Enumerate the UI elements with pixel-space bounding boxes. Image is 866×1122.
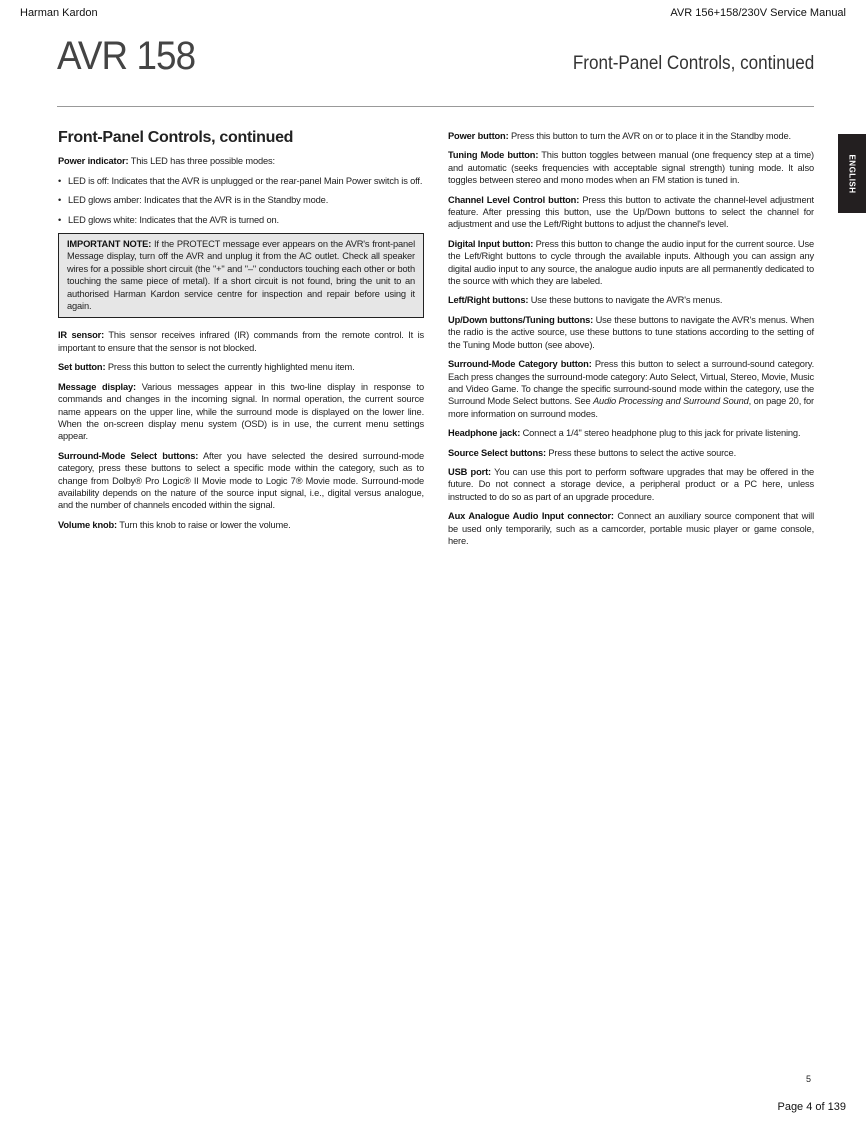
- set-button-paragraph: [58, 361, 424, 373]
- paragraph-text-after: , on page 20, for more information on surround modes.: [448, 396, 815, 419]
- column-title: Front-Panel Controls, continued: [58, 129, 294, 146]
- digital-input-paragraph: [448, 238, 814, 288]
- paragraph-term: Source Select buttons:: [448, 447, 546, 458]
- header-rule: [57, 106, 814, 107]
- paragraph-term: Aux Analogue Audio Input connector:: [448, 511, 614, 522]
- paragraph-text: Press this button to turn the AVR on or to place it in the Standby mode.: [508, 131, 791, 141]
- right-column: [448, 130, 814, 554]
- page-number: 5: [806, 1074, 812, 1084]
- paragraph-term: Message display:: [58, 381, 136, 392]
- header-brand: Harman Kardon: [20, 7, 98, 19]
- tuning-mode-paragraph: [448, 149, 814, 186]
- paragraph-term: Power indicator:: [58, 156, 129, 167]
- channel-level-paragraph: [448, 194, 814, 231]
- paragraph-term: Left/Right buttons:: [448, 295, 529, 306]
- paragraph-text: Press this button to activate the channel-level adjustment feature. After pressing this button, use the Up/Down buttons to select the channel for adjustment and use the Left/Right buttons to adjust the channel's level.: [448, 194, 814, 230]
- source-select-paragraph: [448, 447, 814, 459]
- paragraph-term: Power button:: [448, 131, 509, 141]
- paragraph-text: Use these buttons to navigate the AVR's menus.: [528, 295, 723, 306]
- led-mode-list: [58, 175, 424, 226]
- important-note-box: [58, 233, 424, 318]
- power-indicator-paragraph: [58, 155, 424, 167]
- paragraph-text: Use these buttons to navigate the AVR's menus. When the radio is the active source, use these buttons to tune stations according to the setting of the Tuning Mode button (see above).: [448, 314, 815, 350]
- paragraph-term: Up/Down buttons/Tuning buttons:: [448, 314, 594, 325]
- note-term: IMPORTANT NOTE:: [67, 239, 152, 250]
- paragraph-text: Connect a 1/4" stereo headphone plug to this jack for private listening.: [520, 428, 801, 439]
- paragraph-text: Connect an auxiliary source component that will be used only temporarily, such as a camcorder, portable music player or game console, here.: [448, 511, 814, 546]
- list-item: • LED glows white: Indicates that the AVR is turned on.: [58, 214, 424, 226]
- paragraph-text: Press these buttons to select the active source.: [545, 447, 737, 458]
- paragraph-term: Channel Level Control button:: [448, 194, 580, 205]
- paragraph-text: This LED has three possible modes:: [128, 156, 275, 167]
- message-display-paragraph: [58, 381, 424, 443]
- paragraph-text: This sensor receives infrared (IR) commands from the remote control. It is important to ensure that the sensor is not blocked.: [58, 330, 424, 353]
- left-right-buttons-paragraph: [448, 294, 814, 306]
- paragraph-text: Various messages appear in this two-line display in response to commands and changes in the incoming signal. In normal operation, the current source name appears on the upper line, while the surround mode is displayed on the lower line. When the on-screen display menu system (OSD) is in use, the current menu settings appear.: [58, 381, 424, 442]
- paragraph-term: Digital Input button:: [448, 238, 534, 249]
- paragraph-text: After you have selected the desired surround-mode category, press these buttons to select a specific mode within the category, such as to change from Dolby® Pro Logic® II Movie mode to Logic 7® Movie mode. Surround-mode availability depends on the nature of the source input signal, i.e., digital versus analogue, and the number of channels encoded within the signal.: [58, 450, 424, 511]
- paragraph-text: Press this button to select a surround-sound category. Each press changes the surround-mode category: Auto Select, Virtual, Stereo, Movie, Music and Video Game. To change the specific surround-sound mode within the category, use the Surround Mode Select buttons. See: [448, 359, 815, 407]
- up-down-buttons-paragraph: [448, 314, 814, 351]
- section-heading: Front-Panel Controls, continued: [572, 53, 814, 74]
- headphone-jack-paragraph: [448, 427, 814, 439]
- ir-sensor-paragraph: [58, 329, 424, 354]
- paragraph-term: Surround-Mode Category button:: [448, 359, 592, 370]
- power-button-paragraph: [448, 130, 814, 142]
- paragraph-text: You can use this port to perform software upgrades that may be offered in the future. Do not connect a storage device, a peripheral product or a PC here, unless instructed to do so as part of an upgrade procedure.: [448, 466, 814, 502]
- language-tab: [838, 134, 866, 213]
- page-footer: Page 4 of 139: [777, 1101, 846, 1113]
- important-note-text: [67, 238, 415, 312]
- paragraph-term: Surround-Mode Select buttons:: [58, 450, 199, 461]
- usb-port-paragraph: [448, 466, 814, 503]
- cross-reference-title: Audio Processing and Surround Sound: [593, 396, 749, 407]
- left-column: [58, 130, 424, 538]
- paragraph-term: Headphone jack:: [448, 428, 521, 439]
- model-title: AVR 158: [57, 34, 196, 78]
- paragraph-text: Turn this knob to raise or lower the volume.: [116, 519, 291, 530]
- paragraph-term: Volume knob:: [58, 519, 117, 530]
- language-tab-label: ENGLISH: [847, 153, 857, 194]
- header-manual-title: AVR 156+158/230V Service Manual: [670, 7, 846, 19]
- surround-category-paragraph: [448, 358, 814, 420]
- paragraph-term: USB port:: [448, 466, 491, 477]
- paragraph-text: Press this button to select the currently highlighted menu item.: [105, 362, 355, 373]
- surround-mode-select-paragraph: [58, 450, 424, 512]
- note-text: If the PROTECT message ever appears on the AVR's front-panel Message display, turn off the AVR and unplug it from the AC outlet. Check all speaker wires for a possible short circuit (the "+" and "–" conductors touching each other or both touching the same piece of metal). If a short circuit is not found, bring the unit to an authorised Harman Kardon service centre for inspection and repair before using it again.: [67, 239, 415, 312]
- paragraph-term: Tuning Mode button:: [448, 150, 539, 161]
- aux-input-paragraph: [448, 510, 814, 547]
- paragraph-term: IR sensor:: [58, 330, 105, 341]
- list-item: • LED glows amber: Indicates that the AVR is in the Standby mode.: [58, 194, 424, 206]
- list-item: • LED is off: Indicates that the AVR is unplugged or the rear-panel Main Power switch is off.: [58, 175, 424, 187]
- paragraph-text: Press this button to change the audio input for the current source. Use the Left/Right buttons to cycle through the available inputs. Although you can assign any digital audio input to any source, the analogue audio inputs are all permanently dedicated to the source with which they are labeled.: [448, 238, 814, 287]
- volume-knob-paragraph: [58, 519, 424, 531]
- paragraph-text: This button toggles between manual (one frequency step at a time) and automatic (seeks frequencies with acceptable signal strength) tuning mode. It also toggles between stereo and mono modes when an FM station is tuned in.: [448, 150, 814, 186]
- paragraph-term: Set button:: [58, 362, 106, 373]
